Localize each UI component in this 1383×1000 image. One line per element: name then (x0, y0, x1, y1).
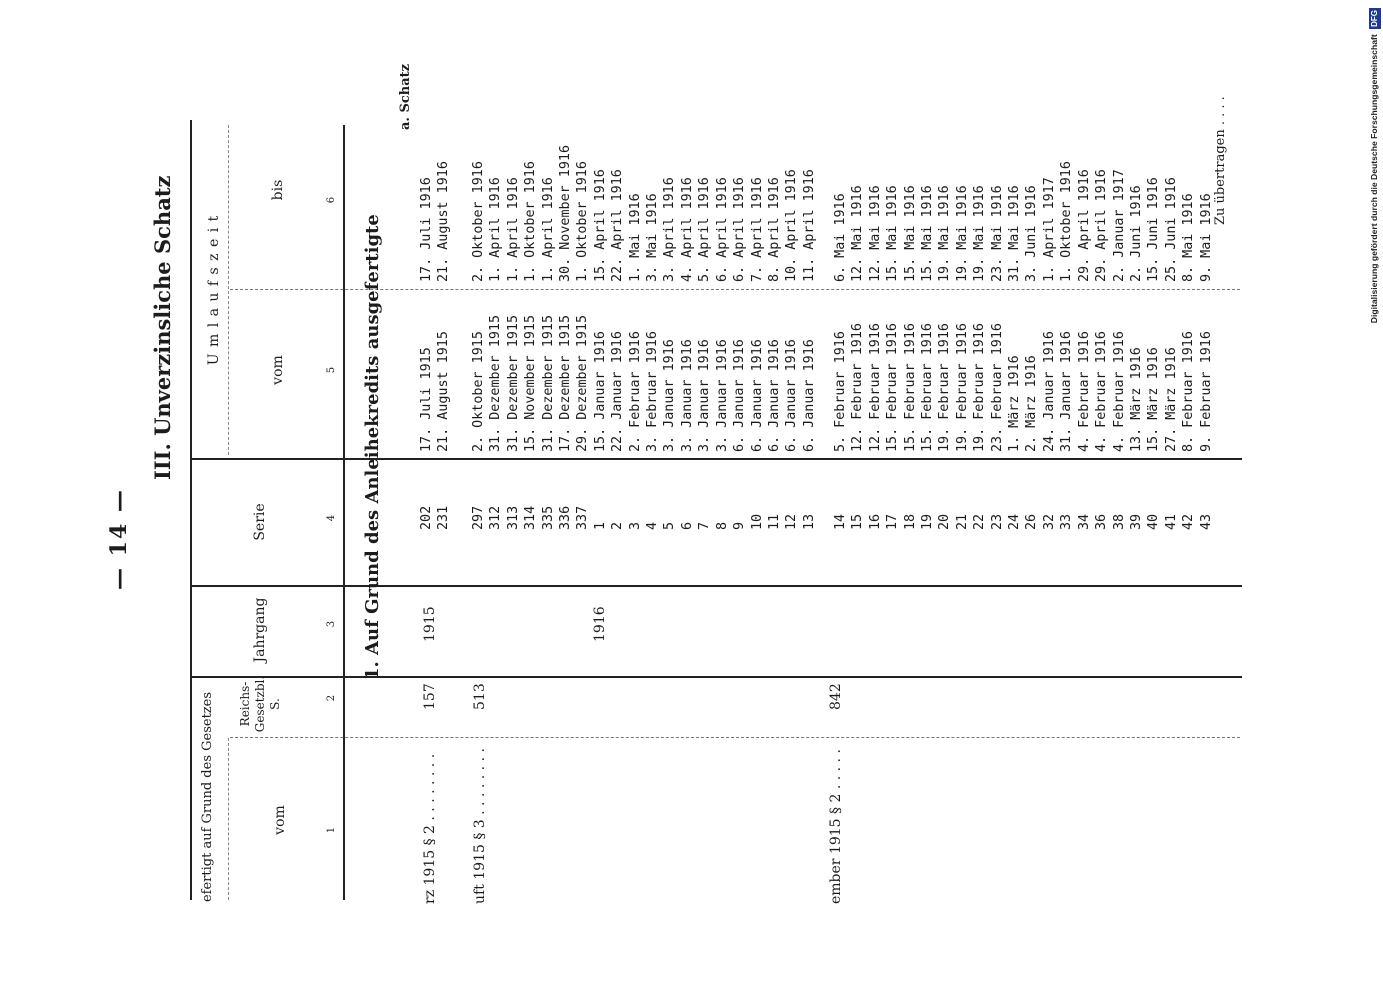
law-row-1: rz 1915 § 2 . . . . . . . . (422, 753, 438, 904)
umlauf-from-cell: 3. Januar 1916 (662, 339, 678, 452)
serie-cell: 8 (714, 521, 730, 530)
header-top-rule (190, 120, 192, 900)
from-group-3 (832, 323, 1215, 452)
umlauf-to-cell: 1. April 1916 (488, 177, 504, 282)
umlauf-to-cell: 30. November 1916 (558, 144, 574, 282)
umlauf-from-cell: 6. Januar 1916 (732, 339, 748, 452)
umlauf-from-cell: 5. Februar 1916 (833, 331, 848, 452)
umlauf-from-cell: 15. November 1915 (523, 314, 539, 452)
umlauf-to-cell: 29. April 1916 (1094, 169, 1110, 282)
umlauf-from-cell: 3. Januar 1916 (714, 339, 730, 452)
serie-cell: 12 (784, 513, 800, 530)
serie-cell: 34 (1076, 513, 1092, 530)
serie-cell: 39 (1128, 513, 1144, 530)
umlauf-to-cell: 19. Mai 1916 (972, 185, 988, 282)
umlauf-from-cell: 3. Januar 1916 (697, 339, 713, 452)
serie-cell: 38 (1111, 513, 1127, 530)
subsection-a-label: a. Schatz (398, 63, 413, 130)
law-page-1: 157 (422, 683, 438, 710)
umlauf-to-cell: 21. August 1916 (436, 161, 452, 282)
serie-cell: 17 (885, 513, 901, 530)
umlauf-from-cell: 31. Dezember 1915 (505, 314, 521, 452)
umlauf-from-cell: 4. Februar 1916 (1076, 331, 1092, 452)
umlauf-from-cell: 27. März 1916 (1163, 347, 1179, 452)
law-page-2: 513 (472, 683, 488, 710)
column-number-4: 4 (326, 514, 337, 522)
reichsgesetzbl-header: Reichs- Gesetzbl. S. (238, 675, 282, 733)
umlauf-from-cell: 29. Dezember 1915 (575, 314, 591, 452)
col-rule-4 (190, 458, 1242, 460)
umlauf-header-rule (228, 125, 229, 455)
carry-over-note: Zu übertragen . . . . (1213, 96, 1228, 225)
law-vom-header: vom (272, 805, 288, 835)
serie-cell: 4 (645, 521, 661, 530)
serie-cell: 15 (850, 513, 866, 530)
jahrgang-header: Jahrgang (252, 597, 268, 663)
dfg-note-text: Digitalisierung gefördert durch die Deutsche Forschungsgemeinschaft (1369, 34, 1379, 324)
umlauf-to-cell: 15. Mai 1916 (920, 185, 936, 282)
umlauf-from-cell: 2. März 1916 (1024, 355, 1040, 452)
umlauf-to-cell: 6. April 1916 (714, 177, 730, 282)
umlauf-to-cell: 25. Juni 1916 (1163, 177, 1179, 282)
serie-cell: 6 (679, 521, 695, 530)
law-group-header: efertigt auf Grund des Gesetzes (200, 691, 215, 903)
umlauf-to-cell: 5. April 1916 (697, 177, 713, 282)
column-number-5: 5 (326, 366, 337, 374)
column-number-1: 1 (326, 826, 337, 834)
serie-cell: 42 (1181, 513, 1197, 530)
umlauf-from-cell: 15. Februar 1916 (885, 323, 901, 452)
umlauf-to-cell: 1. April 1916 (505, 177, 521, 282)
law-page-3: 842 (828, 683, 844, 710)
column-number-6: 6 (326, 196, 337, 204)
umlauf-to-cell: 1. Oktober 1916 (575, 161, 591, 282)
serie-cell: 22 (972, 513, 988, 530)
umlauf-from-cell: 17. Dezember 1915 (558, 314, 574, 452)
umlaufszeit-header: U m l a u f s z e i t (206, 214, 222, 366)
umlauf-from-cell: 31. Dezember 1915 (488, 314, 504, 452)
serie-cell: 26 (1024, 513, 1040, 530)
law-row-3: ember 1915 § 2 . . . . . (828, 749, 844, 904)
umlauf-to-cell: 31. Mai 1916 (1007, 185, 1023, 282)
umlauf-to-cell: 6. Mai 1916 (833, 193, 848, 282)
umlauf-to-cell: 1. Oktober 1916 (523, 161, 539, 282)
umlauf-to-cell: 2. Januar 1917 (1111, 169, 1127, 282)
serie-cell: 3 (627, 521, 643, 530)
umlauf-from-cell: 15. Februar 1916 (902, 323, 918, 452)
umlauf-from-cell: 12. Februar 1916 (867, 323, 883, 452)
umlauf-from-cell: 23. Februar 1916 (989, 323, 1005, 452)
serie-cell: 312 (488, 505, 504, 530)
umlauf-to-cell: 8. April 1916 (766, 177, 782, 282)
umlauf-from-cell: 2. Oktober 1915 (471, 331, 486, 452)
serie-group-3 (832, 514, 1215, 530)
serie-cell: 2 (610, 521, 626, 530)
umlauf-to-cell: 3. Mai 1916 (645, 193, 661, 282)
umlauf-from-cell: 6. Januar 1916 (766, 339, 782, 452)
umlauf-to-cell: 7. April 1916 (749, 177, 765, 282)
serie-cell: 13 (801, 513, 817, 530)
umlauf-from-cell: 8. Februar 1916 (1181, 331, 1197, 452)
umlauf-to-cell: 29. April 1916 (1076, 169, 1092, 282)
umlauf-to-cell: 12. Mai 1916 (867, 185, 883, 282)
umlauf-to-cell: 2. Oktober 1916 (471, 161, 486, 282)
umlauf-from-cell: 31. Januar 1916 (1059, 331, 1075, 452)
law-year-1: 1915 (422, 606, 438, 642)
umlauf-from-cell: 12. Februar 1916 (850, 323, 866, 452)
umlauf-from-cell: 15. März 1916 (1146, 347, 1162, 452)
serie-cell: 24 (1007, 513, 1023, 530)
umlauf-to-cell: 1. April 1916 (540, 177, 556, 282)
col-dash-1 (230, 737, 1240, 738)
umlauf-to-cell: 15. Juni 1916 (1146, 177, 1162, 282)
umlauf-from-cell: 6. Januar 1916 (801, 339, 817, 452)
serie-cell: 32 (1041, 513, 1057, 530)
dfg-funding-note (1366, 8, 1382, 392)
serie-header: Serie (252, 503, 268, 541)
umlauf-from-cell: 4. Februar 1916 (1111, 331, 1127, 452)
column-number-2: 2 (326, 694, 337, 702)
umlauf-to-cell: 8. Mai 1916 (1181, 193, 1197, 282)
umlauf-to-cell: 6. April 1916 (732, 177, 748, 282)
subsection-title: 1. Auf Grund des Anleihekredits ausgefertigte (362, 214, 383, 680)
umlauf-to-cell: 3. April 1916 (662, 177, 678, 282)
column-number-3: 3 (326, 620, 337, 628)
to-group-2 (470, 145, 818, 282)
umlauf-to-cell: 1. Mai 1916 (627, 193, 643, 282)
umlauf-from-cell: 19. Februar 1916 (954, 323, 970, 452)
serie-cell: 337 (575, 505, 591, 530)
umlauf-from-cell: 6. Januar 1916 (749, 339, 765, 452)
serie-group-2 (470, 506, 818, 530)
serie-cell: 18 (902, 513, 918, 530)
col-rule-3 (190, 585, 1242, 587)
serie-cell: 10 (749, 513, 765, 530)
serie-cell: 313 (505, 505, 521, 530)
law-year-2: 1916 (592, 606, 608, 642)
umlauf-to-cell: 12. Mai 1916 (850, 185, 866, 282)
umlauf-vom-header: vom (270, 355, 286, 385)
umlauf-from-cell: 17. Juli 1915 (419, 347, 434, 452)
umlauf-from-cell: 15. Januar 1916 (592, 331, 608, 452)
umlauf-bis-header: bis (270, 179, 286, 201)
serie-cell: 7 (697, 521, 713, 530)
section-title: III. Unverzinsliche Schatz (150, 175, 175, 480)
serie-cell: 21 (954, 513, 970, 530)
umlauf-from-cell: 9. Februar 1916 (1198, 331, 1214, 452)
from-group-2 (470, 315, 818, 452)
umlauf-from-cell: 19. Februar 1916 (972, 323, 988, 452)
serie-cell: 336 (558, 505, 574, 530)
to-group-3 (832, 161, 1215, 282)
umlauf-from-cell: 6. Januar 1916 (784, 339, 800, 452)
umlauf-from-cell: 21. August 1915 (436, 331, 452, 452)
umlauf-from-cell: 31. Dezember 1915 (540, 314, 556, 452)
serie-cell: 16 (867, 513, 883, 530)
dfg-logo: DFG (1370, 10, 1379, 27)
serie-cell: 19 (920, 513, 936, 530)
umlauf-to-cell: 17. Juli 1916 (419, 177, 434, 282)
umlauf-to-cell: 1. April 1917 (1041, 177, 1057, 282)
law-header-rule (228, 738, 229, 900)
serie-cell: 231 (436, 505, 452, 530)
serie-cell: 23 (989, 513, 1005, 530)
umlauf-from-cell: 2. Februar 1916 (627, 331, 643, 452)
serie-cell: 1 (592, 521, 608, 530)
serie-cell: 43 (1198, 513, 1214, 530)
umlauf-to-cell: 19. Mai 1916 (954, 185, 970, 282)
serie-cell: 36 (1094, 513, 1110, 530)
umlauf-from-cell: 1. März 1916 (1007, 355, 1023, 452)
umlauf-to-cell: 15. Mai 1916 (902, 185, 918, 282)
law-row-2: uft 1915 § 3 . . . . . . . . (472, 748, 488, 904)
umlauf-from-cell: 4. Februar 1916 (1094, 331, 1110, 452)
serie-cell: 202 (419, 505, 434, 530)
umlauf-to-cell: 2. Juni 1916 (1128, 185, 1144, 282)
serie-cell: 5 (662, 521, 678, 530)
umlauf-to-cell: 9. Mai 1916 (1198, 193, 1214, 282)
umlauf-to-cell: 23. Mai 1916 (989, 185, 1005, 282)
umlauf-to-cell: 15. April 1916 (592, 169, 608, 282)
umlauf-from-cell: 13. März 1916 (1128, 347, 1144, 452)
umlauf-to-cell: 15. Mai 1916 (885, 185, 901, 282)
page-number: — 14 — (106, 488, 132, 590)
umlauf-to-cell: 11. April 1916 (801, 169, 817, 282)
umlauf-from-cell: 24. Januar 1916 (1041, 331, 1057, 452)
serie-cell: 33 (1059, 513, 1075, 530)
to-group-1 (418, 161, 453, 282)
umlauf-to-cell: 19. Mai 1916 (937, 185, 953, 282)
umlauf-from-cell: 3. Januar 1916 (679, 339, 695, 452)
serie-cell: 20 (937, 513, 953, 530)
header-bottom-rule (343, 125, 345, 900)
serie-cell: 314 (523, 505, 539, 530)
serie-cell: 11 (766, 513, 782, 530)
umlauf-from-cell: 15. Februar 1916 (920, 323, 936, 452)
from-group-1 (418, 331, 453, 452)
serie-cell: 40 (1146, 513, 1162, 530)
umlauf-to-cell: 4. April 1916 (679, 177, 695, 282)
umlauf-to-cell: 3. Juni 1916 (1024, 185, 1040, 282)
umlauf-from-cell: 19. Februar 1916 (937, 323, 953, 452)
col-rule-2 (190, 676, 1242, 678)
umlauf-from-cell: 22. Januar 1916 (610, 331, 626, 452)
serie-cell: 14 (833, 513, 848, 530)
umlauf-to-cell: 1. Oktober 1916 (1059, 161, 1075, 282)
serie-cell: 297 (471, 505, 486, 530)
serie-group-1 (418, 506, 453, 530)
umlauf-to-cell: 22. April 1916 (610, 169, 626, 282)
serie-cell: 335 (540, 505, 556, 530)
serie-cell: 9 (732, 521, 748, 530)
serie-cell: 41 (1163, 513, 1179, 530)
umlauf-to-cell: 10. April 1916 (784, 169, 800, 282)
umlauf-from-cell: 3. Februar 1916 (645, 331, 661, 452)
